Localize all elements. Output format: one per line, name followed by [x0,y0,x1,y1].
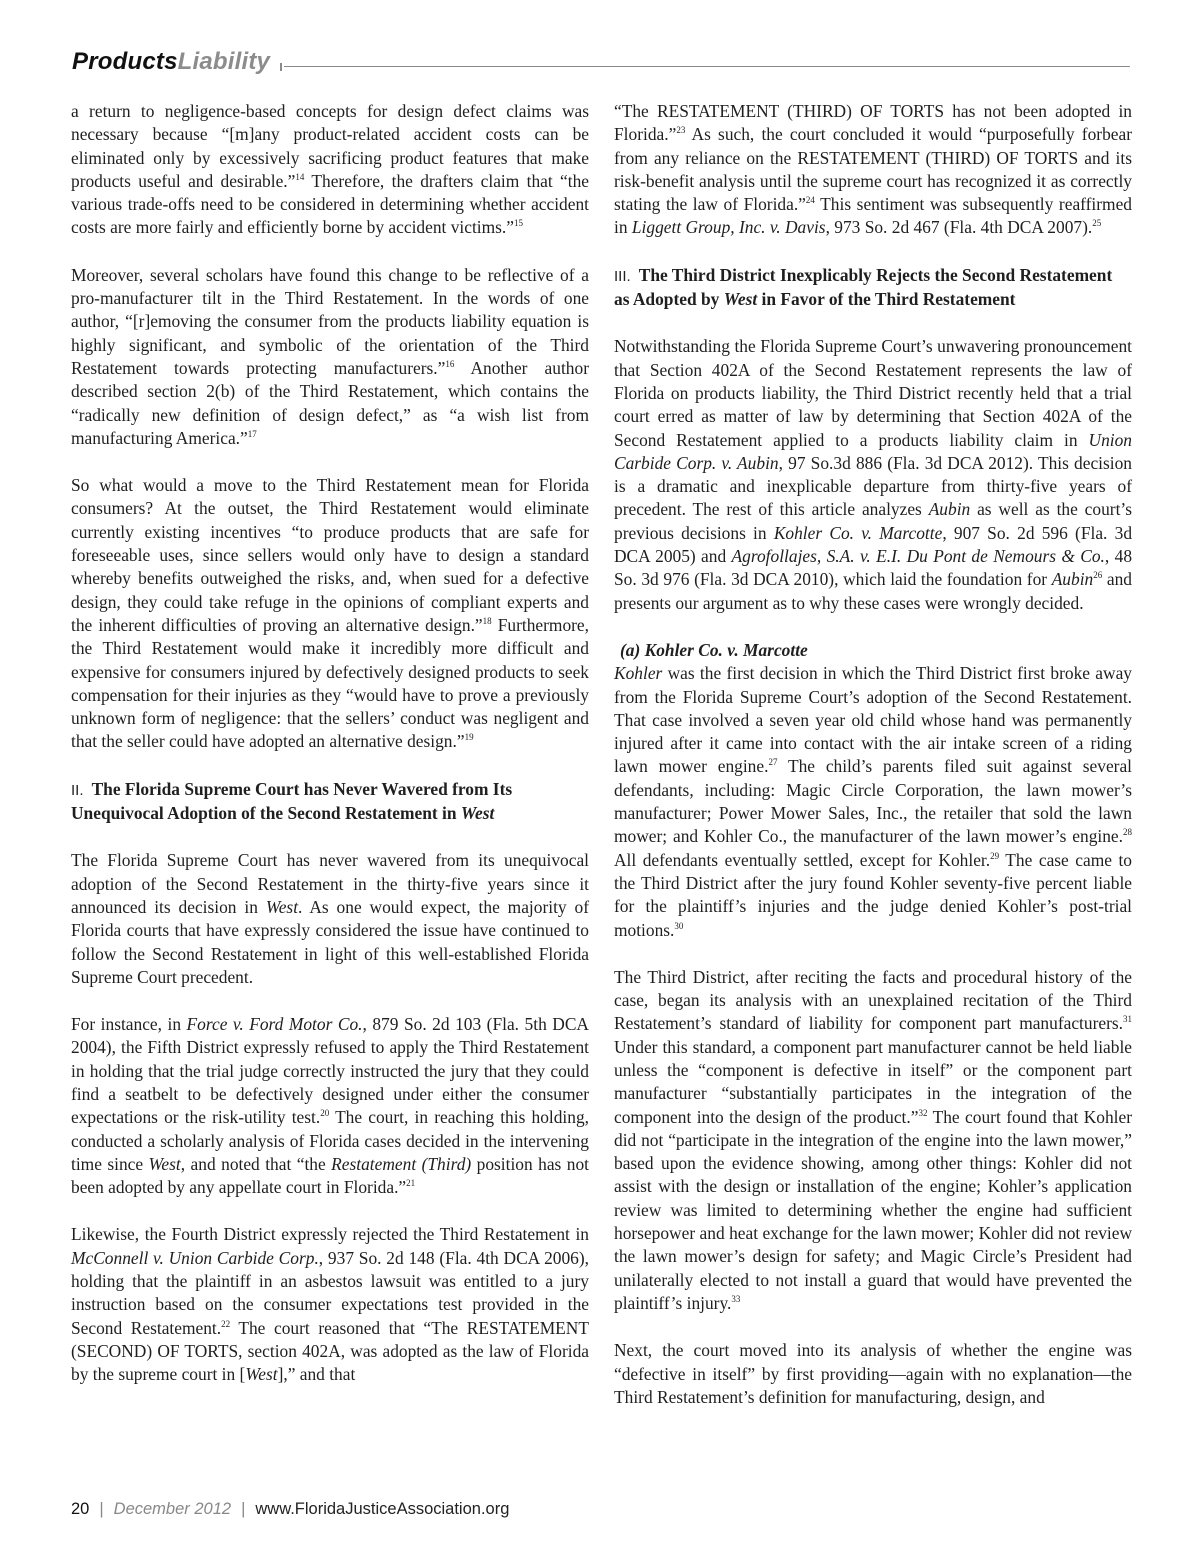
paragraph: For instance, in Force v. Ford Motor Co., 879 So. 2d 103 (Fla. 5th DCA 2004), the Fifth District expressly refused to apply the Third Restatement in holding that the trial judge correctly instructed the jury that they could find a seatbelt to be defectively designed under either the consumer expectations or the risk-utility test.$^{20}$ The court, in reaching this holding, conducted a scholarly analysis of Florida cases decided in the intervening time since West, and noted that “the Restatement (Third) position has not been adopted by any appellate court in Florida.”$^{21}$ [71,1014,589,1198]
footnote-ref: 15 [513,218,523,229]
footnote-ref: 22 [221,1318,231,1329]
running-header [72,46,1130,80]
footnote-ref: 29 [990,850,1000,861]
footnote-ref: 33 [731,1294,741,1305]
footnote-ref: 14 [295,172,305,183]
paragraph: Kohler was the first decision in which the Third District first broke away from the Florida Supreme Court’s adoption of the Second Restatement. That case involved a seven year old child whose hand was permanently injured after it came into contact with the air intake screen of a riding lawn mower engine.$^{27}$ The child’s parents filed suit against several defendants, including: Magic Circle Corporation, the lawn mower’s manufacturer; Power Mower Sales, Inc., the retailer that sold the lawn mower; and Kohler Co., the manufacturer of the lawn mower’s engine.$^{28}$ All defendants eventually settled, except for Kohler.$^{29}$ The case came to the Third District after the jury found Kohler seventy-five percent liable for the plaintiff’s injuries and the judge denied Kohler’s post-trial motions.$^{30}$ [614,663,1133,940]
paragraph: a return to negligence-based concepts for design defect claims was necessary because “[m]any product-related accident costs can be eliminated only by excessively sacrificing product features that make products useful and desirable.”$^{14}$ Therefore, the drafters claim that “the various trade-offs need to be considered in determining whether accident costs are more fairly and efficiently borne by accident victims.”$^{15}$ [71,101,589,238]
footnote-ref: 24 [805,195,815,206]
paragraph: Moreover, several scholars have found this change to be reflective of a pro-manufacturer tilt in the Third Restatement. In the words of one author, “[r]emoving the consumer from the products liability equation is highly significant, and symbolic of the orientation of the Third Restatement towards protecting manufacturers.”$^{16}$ Another author described section 2(b) of the Third Restatement, which contains the “radically new definition of design defect,” as “a wish list from manufacturing America.”$^{17}$ [71,264,589,448]
section-heading-ii: II. The Florida Supreme Court has Never Wavered from Its Unequivocal Adoption of the Second Restatement in West [71,778,513,824]
brand-bold: Products [72,48,178,75]
footnote-ref: 16 [445,359,455,370]
right-column [614,100,1132,1409]
footnote-ref: 17 [247,429,257,440]
issue-date: December 2012 [113,1500,232,1518]
paragraph: The Florida Supreme Court has never wavered from its unequivocal adoption of the Second Restatement in the thirty-five years since it announced its decision in West. As one would expect, the majority of Florida courts that have expressly considered the issue have continued to follow the Second Restatement in light of this well-established Florida Supreme Court precedent. [71,850,589,987]
paragraph: So what would a move to the Third Restatement mean for Florida consumers? At the outset, the Third Restatement would eliminate currently existing incentives “to produce products that are safe for foreseeable uses, since sellers would only have to design a standard whereby benefits outweighed the risks, and, when sued for a defective design, they could take refuge in the opinions of compliant experts and the inherent difficulties of proving an alternative design.”$^{18}$ Furthermore, the Third Restatement would make it incredibly more difficult and expensive for consumers injured by defectively designed products to seek compensation for their injuries as they “would have to prove a previously unknown form of negligence: that the sellers’ conduct was negligent and that the seller could have adopted an alternative design.”$^{19}$ [71,475,589,752]
footnote-ref: 27 [768,757,778,768]
paragraph: Likewise, the Fourth District expressly rejected the Third Restatement in McConnell v. Union Carbide Corp., 937 So. 2d 148 (Fla. 4th DCA 2006), holding that the plaintiff in an asbestos lawsuit was entitled to a jury instruction based on the consumer expectations test provided in the Second Restatement.$^{22}$ The court reasoned that “The RESTATEMENT (SECOND) OF TORTS, section 402A, was adopted as the law of Florida by the supreme court in [West],” and that [71,1224,589,1385]
section-heading-iii: III. The Third District Inexplicably Rejects the Second Restatement as Adopted by West in Favor of the Third Restatement [614,264,1113,310]
header-tick [280,63,282,71]
paragraph: “The RESTATEMENT (THIRD) OF TORTS has not been adopted in Florida.”$^{23}$ As such, the court concluded it would “purposefully forbear from any reliance on the RESTATEMENT (THIRD) OF TORTS and its risk-benefit analysis until the supreme court has recognized it as correctly stating the law of Florida.”$^{24}$ This sentiment was subsequently reaffirmed in Liggett Group, Inc. v. Davis, 973 So. 2d 467 (Fla. 4th DCA 2007).$^{25}$ [614,101,1132,238]
footnote-ref: 28 [1123,827,1132,838]
section-title [72,48,270,76]
website-link[interactable]: www.FloridaJusticeAssociation.org [255,1500,510,1518]
paragraph: Notwithstanding the Florida Supreme Court’s unwavering pronouncement that Section 402A of the Second Restatement represents the law of Florida on products liability, the Third District recently held that a trial court erred as matter of law by determining that Section 402A of the Second Restatement applied to a products liability claim in Union Carbide Corp. v. Aubin, 97 So.3d 886 (Fla. 3d DCA 2012). This decision is a dramatic and inexplicable departure from thirty-five years of precedent. The rest of this article analyzes Aubin as well as the court’s previous decisions in Kohler Co. v. Marcotte, 907 So. 2d 596 (Fla. 3d DCA 2005) and Agrofollajes, S.A. v. E.I. Du Pont de Nemours & Co., 48 So. 3d 976 (Fla. 3d DCA 2010), which laid the foundation for Aubin$^{26}$ and presents our argument as to why these cases were wrongly decided. [614,336,1133,613]
footnote-ref: 23 [676,125,686,136]
footer-separator: | [241,1500,246,1518]
footnote-ref: 30 [674,920,684,931]
footnote-ref: 18 [482,616,492,627]
footnote-ref: 32 [918,1107,928,1118]
footer-separator: | [99,1500,104,1518]
footnote-ref: 20 [320,1108,330,1119]
left-column [71,100,589,1387]
subsection-heading: (a) Kohler Co. v. Marcotte [620,639,808,660]
paragraph: Next, the court moved into its analysis of whether the engine was “defective in itself” by first providing—again with no explanation—the Third Restatement’s definition for manufacturing, design, and [614,1340,1132,1407]
page-number: 20 [71,1500,90,1518]
header-rule [284,66,1130,67]
brand-light: Liability [177,48,271,75]
footnote-ref: 26 [1093,570,1103,581]
footnote-ref: 21 [406,1178,416,1189]
footnote-ref: 31 [1123,1014,1132,1025]
paragraph: The Third District, after reciting the facts and procedural history of the case, began its analysis with an unexplained recitation of the Third Restatement’s standard of liability for component part manufacturers.$^{31}$ Under this standard, a component part manufacturer cannot be held liable unless the “component is defective in itself” or the component part manufacturer “substantially participates in the integration of the component into the design of the product.”$^{32}$ The court found that Kohler did not “participate in the integration of the engine into the lawn mower,” based upon the evidence showing, among other things: Kohler did not assist with the design or installation of the engine; Kohler’s application review was limited to determining whether the engine had sufficient horsepower and heat exchange for the lawn mower; Kohler did not review the lawn mower’s design for safety; and Magic Circle’s President had unilaterally elected to not install a guard that would have prevented the plaintiff’s injury.$^{33}$ [614,966,1132,1313]
footnote-ref: 25 [1092,218,1102,229]
page-footer [71,1500,509,1519]
footnote-ref: 19 [464,732,474,743]
